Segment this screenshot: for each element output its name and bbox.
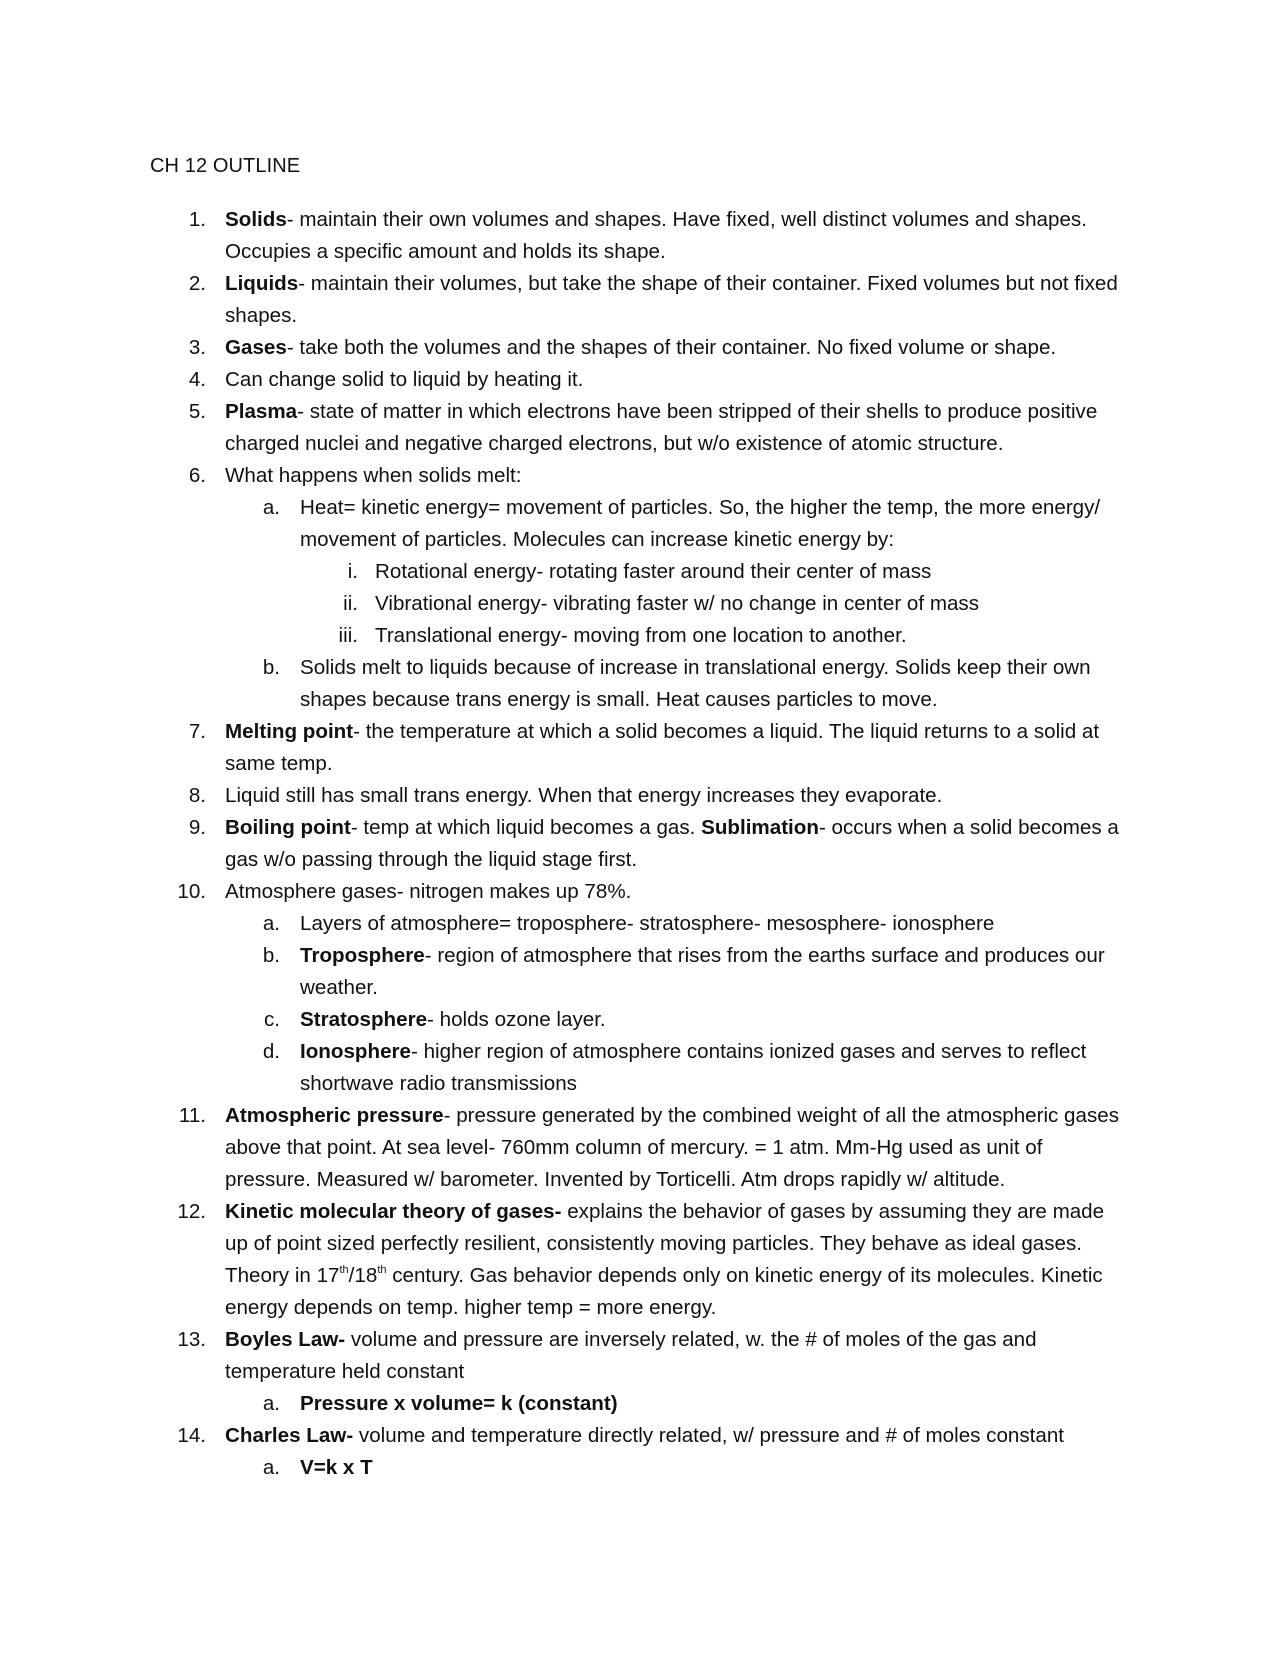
item-text: - maintain their own volumes and shapes. Have fixed, well distinct volumes and shapes. Occupies a specific amount and holds its shape.: [225, 208, 1087, 263]
sub-item-text: - higher region of atmosphere contains ionized gases and serves to reflect shortwave radio transmissions: [300, 1040, 1087, 1095]
item-number: 12.: [177, 1200, 206, 1223]
sub-list: [0, 1452, 1280, 1484]
formula-text: Pressure x volume= k (constant): [300, 1392, 618, 1415]
sub-item-text: Layers of atmosphere= troposphere- stratosphere- mesosphere- ionosphere: [300, 912, 995, 935]
superscript: th: [377, 1264, 387, 1276]
item-term: Plasma: [225, 400, 298, 423]
item-text: What happens when solids melt:: [225, 464, 522, 487]
item-text: - the temperature at which a solid becomes a liquid. The liquid returns to a solid at same temp.: [225, 720, 1100, 775]
list-item: [0, 876, 1280, 1100]
item-term: Kinetic molecular theory of gases-: [225, 1200, 562, 1223]
sub-item-term: Troposphere: [300, 944, 425, 967]
item-text-continued: /18: [348, 1264, 378, 1287]
sub-item-text: - holds ozone layer.: [427, 1008, 606, 1031]
sub-item-text: Heat= kinetic energy= movement of particles. So, the higher the temp, the more energy/ movement of particles. Molecules can increase kinetic energy by:: [300, 496, 1101, 551]
item-number: 6.: [188, 464, 206, 487]
list-item: [0, 1196, 1280, 1324]
item-text: Can change solid to liquid by heating it.: [225, 368, 584, 391]
item-number: 13.: [177, 1328, 206, 1351]
list-item: [0, 364, 1280, 396]
formula-text: V=k x T: [300, 1456, 373, 1479]
sub-list-item: [0, 1388, 1280, 1420]
sub-list-item: [0, 1036, 1280, 1100]
sub-sub-list-item: [0, 556, 1280, 588]
sub-list: [0, 908, 1280, 1100]
page-title: CH 12 OUTLINE: [150, 155, 301, 177]
sub-item-letter: a.: [262, 496, 280, 519]
list-item: [0, 396, 1280, 460]
sub-sub-list-item: [0, 620, 1280, 652]
item-text: - pressure generated by the combined weight of all the atmospheric gases above that point. At sea level- 760mm column of mercury. = 1 atm. Mm-Hg used as unit of pressure. Measured w/ barometer. Invented by Torticelli. Atm drops rapidly w/ altitude.: [225, 1104, 1120, 1191]
item-term: Atmospheric pressure: [225, 1104, 444, 1127]
sub-item-text: Solids melt to liquids because of increase in translational energy. Solids keep their own shapes because trans energy is small. Heat causes particles to move.: [300, 656, 1091, 711]
list-item: [0, 1420, 1280, 1484]
sub-item-term: Ionosphere: [300, 1040, 411, 1063]
item-number: 8.: [188, 784, 206, 807]
sub-list: [0, 492, 1280, 716]
item-number: 5.: [188, 400, 206, 423]
item-number: 3.: [188, 336, 206, 359]
list-item: [0, 812, 1280, 876]
sub-list-item: [0, 492, 1280, 652]
sub-sub-list: [0, 556, 1280, 652]
sub-list-item: [0, 1004, 1280, 1036]
item-term: Gases: [225, 336, 287, 359]
item-number: 9.: [188, 816, 206, 839]
sub-item-letter: a.: [262, 1456, 280, 1479]
sub-list-item: [0, 1452, 1280, 1484]
sub-item-letter: a.: [262, 1392, 280, 1415]
item-term-secondary: Sublimation: [701, 816, 819, 839]
item-text: volume and pressure are inversely related, w. the # of moles of the gas and temperature held constant: [225, 1328, 1037, 1383]
item-text: Atmosphere gases- nitrogen makes up 78%.: [225, 880, 632, 903]
item-text: - maintain their volumes, but take the shape of their container. Fixed volumes but not fixed shapes.: [225, 272, 1118, 327]
sub-list-item: [0, 652, 1280, 716]
item-number: 14.: [177, 1424, 206, 1447]
item-term: Melting point: [225, 720, 354, 743]
sub-list-item: [0, 908, 1280, 940]
roman-numeral: ii.: [343, 592, 358, 615]
sub-sub-list-item: [0, 588, 1280, 620]
item-text: explains the behavior of gases by assuming they are made up of point sized perfectly resilient, consistently moving particles. They behave as ideal gases. Theory in 17: [225, 1200, 1105, 1287]
outline-list: [0, 204, 1280, 1484]
list-item: [0, 780, 1280, 812]
superscript: th: [339, 1264, 349, 1276]
item-number: 4.: [188, 368, 206, 391]
item-number: 1.: [188, 208, 206, 231]
sub-item-letter: c.: [263, 1008, 280, 1031]
item-text-continued: century. Gas behavior depends only on kinetic energy of its molecules. Kinetic energy depends on temp. higher temp = more energy.: [225, 1264, 1103, 1319]
item-text: Liquid still has small trans energy. When that energy increases they evaporate.: [225, 784, 943, 807]
list-item: [0, 460, 1280, 716]
sub-sub-item-text: Rotational energy- rotating faster around their center of mass: [375, 560, 932, 583]
sub-item-letter: d.: [262, 1040, 280, 1063]
list-item: [0, 1324, 1280, 1420]
sub-list-item: [0, 940, 1280, 1004]
item-number: 11.: [178, 1104, 206, 1127]
item-text: volume and temperature directly related, w/ pressure and # of moles constant: [353, 1424, 1065, 1447]
sub-sub-item-text: Vibrational energy- vibrating faster w/ no change in center of mass: [375, 592, 980, 615]
item-term: Boiling point: [225, 816, 351, 839]
item-term: Liquids: [225, 272, 299, 295]
sub-item-letter: b.: [262, 944, 280, 967]
item-text: - take both the volumes and the shapes of their container. No fixed volume or shape.: [286, 336, 1057, 359]
item-term: Solids: [225, 208, 287, 231]
sub-sub-item-text: Translational energy- moving from one location to another.: [375, 624, 907, 647]
list-item: [0, 268, 1280, 332]
sub-item-term: Stratosphere: [300, 1008, 428, 1031]
list-item: [0, 332, 1280, 364]
list-item: [0, 204, 1280, 268]
item-text: - state of matter in which electrons have been stripped of their shells to produce positive charged nuclei and negative charged electrons, but w/o existence of atomic structure.: [225, 400, 1098, 455]
sub-list: [0, 1388, 1280, 1420]
item-text: - temp at which liquid becomes a gas.: [350, 816, 702, 839]
item-text-secondary: - occurs when a solid becomes a gas w/o passing through the liquid stage first.: [225, 816, 1119, 871]
item-number: 10.: [177, 880, 206, 903]
list-item: [0, 1100, 1280, 1196]
item-term: Boyles Law-: [225, 1328, 346, 1351]
item-term: Charles Law-: [225, 1424, 354, 1447]
item-number: 7.: [188, 720, 206, 743]
item-number: 2.: [188, 272, 206, 295]
sub-item-letter: b.: [262, 656, 280, 679]
roman-numeral: iii.: [338, 624, 358, 647]
sub-item-letter: a.: [262, 912, 280, 935]
roman-numeral: i.: [347, 560, 358, 583]
list-item: [0, 716, 1280, 780]
sub-item-text: - region of atmosphere that rises from the earths surface and produces our weather.: [300, 944, 1105, 999]
